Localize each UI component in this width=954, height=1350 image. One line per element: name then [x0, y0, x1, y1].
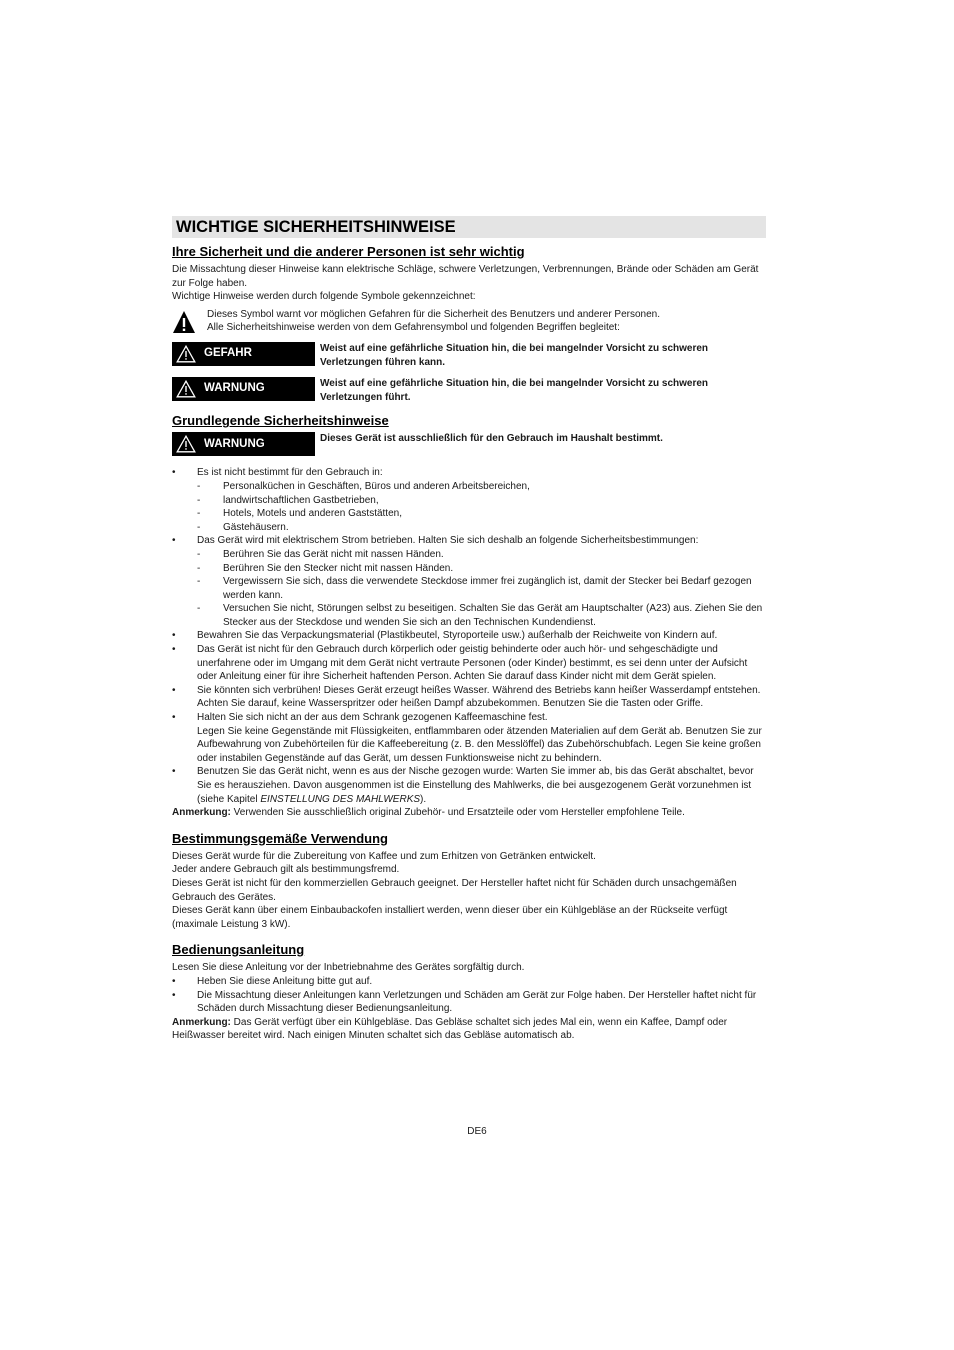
manual-paragraph-1: Lesen Sie diese Anleitung vor der Inbetriebnahme des Gerätes sorgfältig durch.	[172, 962, 525, 974]
gefahr-label-box	[172, 342, 315, 366]
gefahr-row	[172, 342, 766, 369]
usage-paragraph-3: Dieses Gerät ist nicht für den kommerziellen Gebrauch geeignet. Der Hersteller haftet nicht für Schäden durch unsachgemäßen Gebrauch des Gerätes.	[172, 877, 737, 903]
page-number: DE6	[467, 1126, 487, 1137]
dash-list	[197, 548, 766, 630]
gefahr-text: Weist auf eine gefährliche Situation hin, die bei mangelnder Vorsicht zu schweren Verletzungen führen kann.	[320, 342, 709, 368]
manual-bullet-list	[172, 975, 766, 1016]
list-item: • Es ist nicht bestimmt für den Gebrauch in: - Personalküchen in Geschäften, Büros und anderen Arbeitsbereichen, - landwirtschaftlichen Gastbetrieben, - Hotels, Motels und anderen Gaststätten, - Gästehäusern.	[172, 466, 766, 534]
symbol-line-2: Alle Sicherheitshinweise werden von dem Gefahrensymbol und folgenden Begriffen begleitet:	[207, 322, 620, 334]
list-item: - Personalküchen in Geschäften, Büros und anderen Arbeitsbereichen,	[197, 480, 530, 492]
basic-warnung-label-box	[172, 432, 315, 456]
basic-note: Anmerkung: Verwenden Sie ausschließlich original Zubehör- und Ersatzteile oder vom Hersteller empfohlene Teile.	[172, 807, 685, 819]
usage-paragraph-1: Dieses Gerät wurde für die Zubereitung von Kaffee und zum Erhitzen von Getränken entwickelt.	[172, 850, 596, 862]
list-item: - Hotels, Motels und anderen Gaststätten,	[197, 508, 402, 520]
list-item: • Heben Sie diese Anleitung bitte gut auf.	[172, 975, 373, 987]
section-heading-safety: Ihre Sicherheit und die anderer Personen ist sehr wichtig	[172, 244, 525, 259]
usage-paragraph-2: Jeder andere Gebrauch gilt als bestimmungsfremd.	[172, 864, 400, 876]
list-item: • Bewahren Sie das Verpackungsmaterial (Plastikbeutel, Styroporteile usw.) außerhalb der Reichweite von Kindern auf.	[172, 630, 718, 642]
warning-triangle-icon	[176, 435, 196, 453]
document-body	[172, 216, 766, 1043]
list-item: - Berühren Sie den Stecker nicht mit nassen Händen.	[197, 562, 454, 574]
gefahr-label: GEFAHR	[204, 347, 252, 360]
warnung-row	[172, 377, 766, 404]
section-heading-manual: Bedienungsanleitung	[172, 942, 305, 958]
warning-triangle-icon	[176, 380, 196, 398]
list-item: • Das Gerät wird mit elektrischem Strom betrieben. Halten Sie sich deshalb an folgende Sicherheitsbestimmungen: - Berühren Sie das Gerät nicht mit nassen Händen. - Berühren Sie den Stecker nicht mit nassen Händen. - Vergewissern Sie sich, dass die verwendete Steckdose immer frei zugänglich ist, damit der Stecker bei Bedarf gezogen werden kann. - Versuchen Sie nicht, Störungen selbst zu beseitigen. Schalten Sie das Gerät am Hauptschalter (A23) aus. Ziehen Sie den Stecker aus der Steckdose und wenden Sie sich an den Technischen Kundendienst.	[172, 534, 766, 629]
page-title: WICHTIGE SICHERHEITSHINWEISE	[172, 216, 766, 238]
list-item: • Halten Sie sich nicht an der aus dem Schrank gezogenen Kaffeemaschine fest. Legen Sie keine Gegenstände mit Flüssigkeiten, entflammbaren oder ätzenden Materialien auf dem Gerät ab. Benutzen Sie zur Aufbewahrung von Zubehörteilen für die Kaffeebereitung (z. B. den Messlöffel) das Zubehörschubfach. Legen Sie keine großen oder instabilen Gegenstände auf das Gerät, um dessen Funktionsweise nicht zu behindern.	[172, 712, 762, 764]
basic-warnung-text: Dieses Gerät ist ausschließlich für den Gebrauch im Haushalt bestimmt.	[320, 433, 663, 445]
manual-note: Anmerkung: Das Gerät verfügt über ein Kühlgebläse. Das Gebläse schaltet sich jedes Mal ein, wenn ein Kaffee, Dampf oder Heißwasser bereitet wird. Nach einigen Minuten schaltet sich das Gebläse automatisch ab.	[172, 1016, 728, 1042]
safety-intro-2: Wichtige Hinweise werden durch folgende Symbole gekennzeichnet:	[172, 291, 476, 303]
list-item: • Benutzen Sie das Gerät nicht, wenn es aus der Nische gezogen wurde: Warten Sie immer ab, bis das Gerät abschaltet, bevor Sie es herausziehen. Davon ausgenommen ist die Einstellung des Mahlwerks, die bei ausgezogenem Gerät vorzunehmen ist (siehe Kapitel EINSTELLUNG DES MAHLWERKS).	[172, 766, 754, 805]
basic-warnung-row	[172, 432, 766, 456]
dash-list	[197, 480, 766, 534]
list-item: - landwirtschaftlichen Gastbetrieben,	[197, 494, 379, 506]
warning-triangle-icon	[176, 345, 196, 363]
safety-intro-1: Die Missachtung dieser Hinweise kann elektrische Schläge, schwere Verletzungen, Verbrennungen, Brände oder Schäden am Gerät zur Folge haben.	[172, 264, 759, 289]
list-item: - Berühren Sie das Gerät nicht mit nassen Händen.	[197, 548, 444, 560]
list-item-continuation: Legen Sie keine Gegenstände mit Flüssigkeiten, entflammbaren oder ätzenden Materialien auf dem Gerät ab. Benutzen Sie zur Aufbewahrung von Zubehörteilen für die Kaffeebereitung (z. B. den Messlöffel) das Zubehörschubfach. Legen Sie keine großen oder instabilen Gegenstände auf das Gerät, um dessen Funktionsweise nicht zu behindern.	[197, 725, 762, 764]
warnung-text: Weist auf eine gefährliche Situation hin, die bei mangelnder Vorsicht zu schweren Verletzungen führt.	[320, 378, 709, 403]
section-heading-basic: Grundlegende Sicherheitshinweise	[172, 413, 389, 429]
usage-paragraph-4: Dieses Gerät kann über einem Einbaubackofen installiert werden, wenn dieser über ein Kühlgebläse an der Rückseite verfügt (maximale Leistung 3 kW).	[172, 905, 728, 930]
section-heading-usage: Bestimmungsgemäße Verwendung	[172, 830, 388, 846]
list-item: • Sie könnten sich verbrühen! Dieses Gerät erzeugt heißes Wasser. Während des Betriebs kann heißer Wasserdampf entstehen. Achten Sie darauf, keine Wasserspritzer oder heißen Dampf abzubekommen. Benutzen Sie die Tasten oder Griffe.	[172, 684, 761, 710]
warnung-label-box	[172, 377, 315, 401]
warning-triangle-icon	[172, 310, 196, 334]
symbol-line-1: Dieses Symbol warnt vor möglichen Gefahren für die Sicherheit des Benutzers und anderer Personen.	[207, 308, 661, 320]
symbol-explanation	[172, 308, 766, 335]
warnung-label: WARNUNG	[204, 382, 265, 395]
list-item: - Versuchen Sie nicht, Störungen selbst zu beseitigen. Schalten Sie das Gerät am Hauptschalter (A23) aus. Ziehen Sie den Stecker aus der Steckdose und wenden Sie sich an den Technischen Kundendienst.	[197, 603, 763, 628]
list-item: • Das Gerät ist nicht für den Gebrauch durch körperlich oder geistig behinderte oder auch hör- und sehgeschädigte und unerfahrene oder im Umgang mit dem Gerät nicht vertraute Personen (oder Kinder) bestimmt, es sei denn unter der Aufsicht oder Anleitung einer für ihre Sicherheit haftenden Person. Achten Sie darauf dass Kinder nicht mit dem Gerät spielen.	[172, 644, 748, 683]
list-item: • Die Missachtung dieser Anleitungen kann Verletzungen und Schäden am Gerät zur Folge haben. Der Hersteller haftet nicht für Schäden durch Missachtung dieser Bedienungsanleitung.	[172, 989, 757, 1015]
basic-warnung-label: WARNUNG	[204, 437, 265, 450]
basic-bullet-list	[172, 466, 766, 806]
list-item: - Gästehäusern.	[197, 521, 289, 533]
list-item: - Vergewissern Sie sich, dass die verwendete Steckdose immer frei zugänglich ist, damit der Stecker bei Bedarf gezogen werden kann.	[197, 576, 752, 601]
chapter-reference: EINSTELLUNG DES MAHLWERKS	[260, 793, 421, 805]
